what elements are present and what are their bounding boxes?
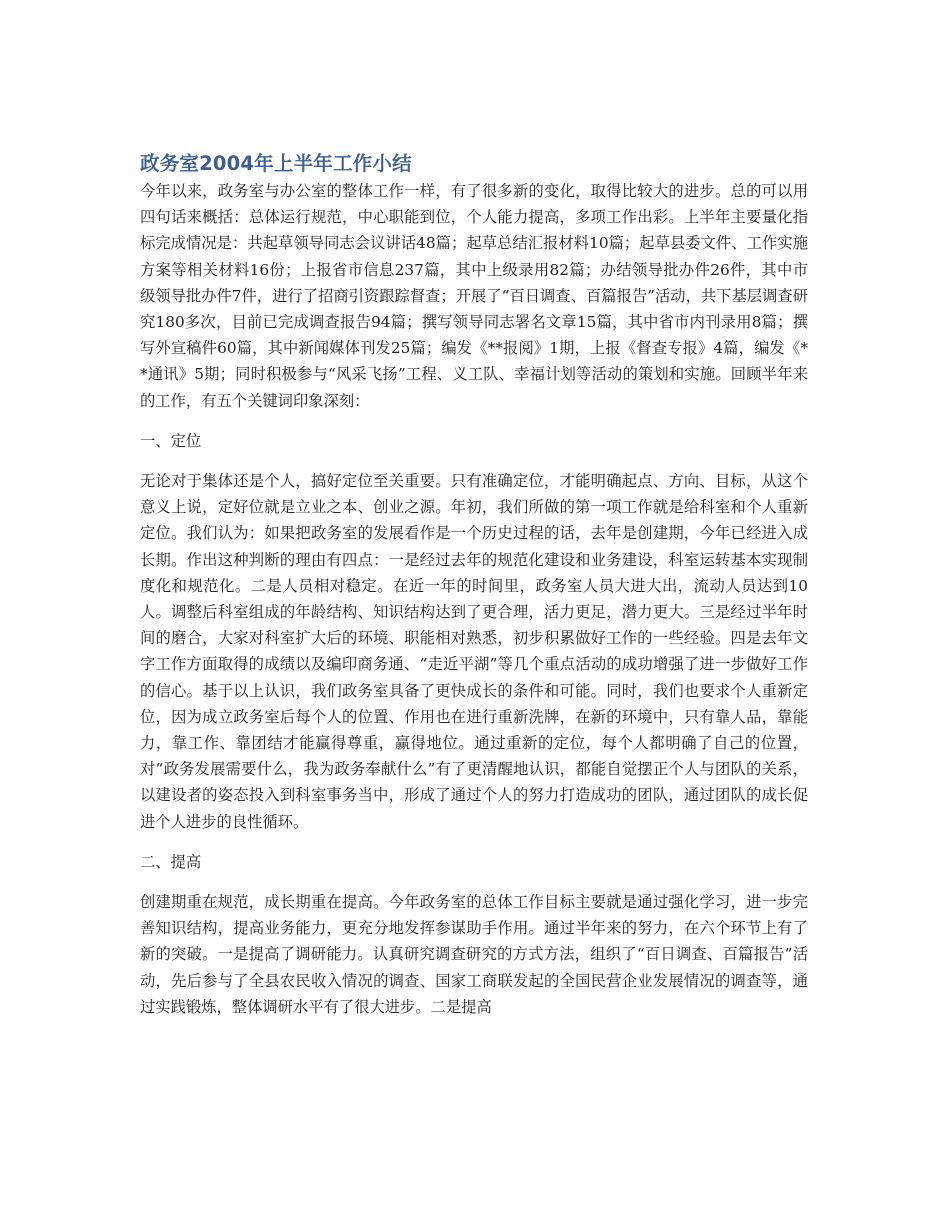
intro-paragraph: 今年以来，政务室与办公室的整体工作一样，有了很多新的变化，取得比较大的进步。总的可以用四句话来概括：总体运行规范，中心职能到位，个人能力提高，多项工作出彩。上半年主要量化指标完成情况是：共起草领导同志会议讲话48篇；起草总结汇报材料10篇；起草县委文件、工作实施方案等相关材料16份；上报省市信息237篇，其中上级录用82篇；办结领导批办件26件，其中市级领导批办件7件，进行了招商引资跟踪督查；开展了“百日调查、百篇报告”活动，共下基层调查研究180多次，目前已完成调查报告94篇；撰写领导同志署名文章15篇，其中省市内刊录用8篇；撰写外宣稿件60篇，其中新闻媒体刊发25篇；编发《**报阅》1期，上报《督查专报》4篇，编发《**通讯》5期；同时积极参与“风采飞扬”工程、义工队、幸福计划等活动的策划和实施。回顾半年来的工作，有五个关键词印象深刻： bbox=[140, 182, 808, 410]
section-heading-positioning: 一、定位 bbox=[140, 431, 202, 450]
document-title: 政务室2004年上半年工作小结 bbox=[140, 152, 412, 175]
document-page bbox=[140, 150, 808, 1020]
section-heading-improvement: 二、提高 bbox=[140, 852, 202, 871]
section-body-improvement: 创建期重在规范，成长期重在提高。今年政务室的总体工作目标主要就是通过强化学习，进一步完善知识结构，提高业务能力，更充分地发挥参谋助手作用。通过半年来的努力，在六个环节上有了新的突破。一是提高了调研能力。认真研究调查研究的方式方法，组织了“百日调查、百篇报告”活动，先后参与了全县农民收入情况的调查、国家工商联发起的全国民营企业发展情况的调查等，通过实践锻炼，整体调研水平有了很大进步。二是提高 bbox=[140, 893, 808, 1016]
section-body-positioning: 无论对于集体还是个人，搞好定位至关重要。只有准确定位，才能明确起点、方向、目标，从这个意义上说，定好位就是立业之本、创业之源。年初，我们所做的第一项工作就是给科室和个人重新定位。我们认为：如果把政务室的发展看作是一个历史过程的话，去年是创建期，今年已经进入成长期。作出这种判断的理由有四点：一是经过去年的规范化建设和业务建设，科室运转基本实现制度化和规范化。二是人员相对稳定。在近一年的时间里，政务室人员大进大出，流动人员达到10人。调整后科室组成的年龄结构、知识结构达到了更合理，活力更足，潜力更大。三是经过半年时间的磨合，大家对科室扩大后的环境、职能相对熟悉，初步积累做好工作的一些经验。四是去年文字工作方面取得的成绩以及编印商务通、“走近平湖”等几个重点活动的成功增强了进一步做好工作的信心。基于以上认识，我们政务室具备了更快成长的条件和可能。同时，我们也要求个人重新定位，因为成立政务室后每个人的位置、作用也在进行重新洗牌，在新的环境中，只有靠人品，靠能力，靠工作、靠团结才能赢得尊重，赢得地位。通过重新的定位，每个人都明确了自己的位置，对“政务发展需要什么，我为政务奉献什么”有了更清醒地认识，都能自觉摆正个人与团队的关系，以建设者的姿态投入到科室事务当中，形成了通过个人的努力打造成功的团队，通过团队的成长促进个人进步的良性循环。 bbox=[140, 472, 808, 831]
